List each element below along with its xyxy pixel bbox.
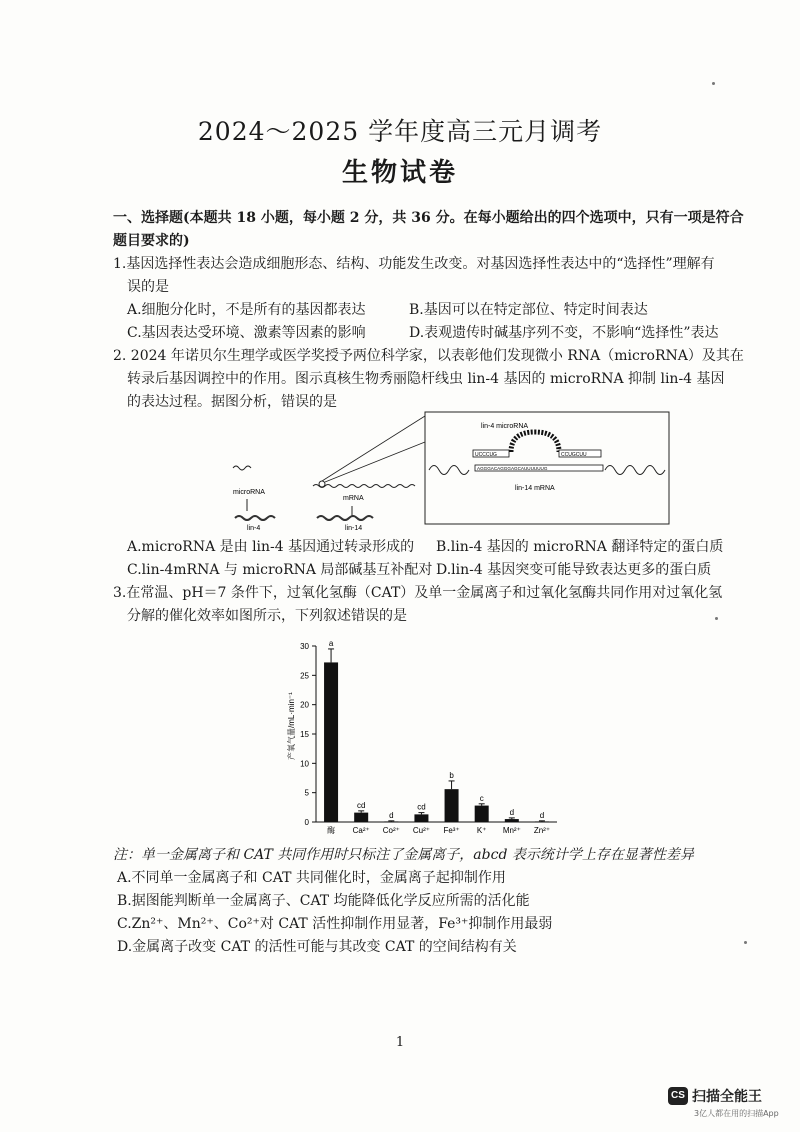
q3-stem: 3.在常温、pH＝7 条件下，过氧化氢酶（CAT）及单一金属离子和过氧化氢酶共同作用对过氧化氢 <box>113 585 723 601</box>
q1-option-a: A.细胞分化时，不是所有的基因都表达 <box>127 302 366 318</box>
q1-stem-cont: 误的是 <box>127 279 169 295</box>
microrna-figure <box>225 410 675 535</box>
q3-option-a: A.不同单一金属离子和 CAT 共同催化时，金属离子起抑制作用 <box>117 870 506 886</box>
y-tick-label: 20 <box>300 700 309 710</box>
page-number: 1 <box>395 1035 405 1050</box>
label-lin14: lin-14 <box>345 525 363 532</box>
lin14-gene-dna <box>317 516 373 520</box>
micro-rna-strand <box>233 466 251 470</box>
mrna-strand <box>313 481 415 488</box>
scanner-watermark <box>668 1086 788 1126</box>
category-label: Zn²⁺ <box>533 826 551 835</box>
category-label: Co²⁺ <box>382 826 400 835</box>
q3-option-d: D.金属离子改变 CAT 的活性可能与其改变 CAT 的空间结构有关 <box>117 939 517 955</box>
label-mrna: mRNA <box>343 495 364 502</box>
scan-speck <box>744 941 747 944</box>
significance-label: a <box>328 638 334 648</box>
category-label: Ca²⁺ <box>352 826 370 835</box>
y-tick-label: 0 <box>304 818 309 827</box>
y-tick-label: 25 <box>300 671 309 681</box>
seq-right: CCUGCUU <box>561 452 587 458</box>
significance-label: c <box>479 793 484 803</box>
category-label: Fe³⁺ <box>443 826 460 835</box>
inset-label-top: lin-4 microRNA <box>481 423 529 430</box>
q3-option-b: B.据图能判断单一金属离子、CAT 均能降低化学反应所需的活化能 <box>117 893 530 909</box>
y-tick-label: 5 <box>304 788 309 798</box>
scanner-logo-icon: CS <box>668 1087 688 1105</box>
bar <box>354 813 368 822</box>
category-label: Cu²⁺ <box>412 826 430 835</box>
scan-speck <box>712 82 715 85</box>
seq-left: UCCCUG <box>475 452 497 458</box>
q2-stem-cont: 转录后基因调控中的作用。图示真核生物秀丽隐杆线虫 lin-4 基因的 microRNA 抑制 lin-4 基因 <box>127 371 725 387</box>
q2-option-b: B.lin-4 基因的 microRNA 翻译特定的蛋白质 <box>436 539 724 555</box>
significance-label: d <box>389 810 394 820</box>
y-tick-label: 15 <box>300 730 309 739</box>
inset-label-bottom: lin-14 mRNA <box>515 485 555 492</box>
lin4-gene-dna <box>235 516 275 520</box>
bar <box>384 821 398 822</box>
bar <box>535 821 549 822</box>
bar <box>505 819 519 822</box>
exam-subject: 生物试卷 <box>341 158 458 188</box>
bar <box>445 789 459 822</box>
q2-option-d: D.lin-4 基因突变可能导致表达更多的蛋白质 <box>436 562 712 578</box>
scan-speck <box>715 617 718 620</box>
significance-label: d <box>509 807 515 817</box>
q2-stem: 2. 2024 年诺贝尔生理学或医学奖授予两位科学家，以表彰他们发现微小 RNA（microRNA）及其在 <box>113 348 744 364</box>
q3-stem-cont: 分解的催化效率如图所示，下列叙述错误的是 <box>127 608 407 624</box>
significance-label: cd <box>417 802 426 812</box>
q1-option-d: D.表观遗传时碱基序列不变，不影响“选择性”表达 <box>409 325 719 341</box>
label-lin4: lin-4 <box>247 525 261 532</box>
y-tick-label: 30 <box>300 642 309 651</box>
scanner-app-slogan: 3亿人都在用的扫描App <box>694 1109 779 1118</box>
bar <box>414 814 428 822</box>
exam-title: 2024～2025 学年度高三元月调考 <box>197 117 603 146</box>
significance-label: cd <box>356 800 366 810</box>
category-label: Mn²⁺ <box>502 826 521 835</box>
section-heading: 一、选择题(本题共 18 小题，每小题 2 分，共 36 分。在每小题给出的四个选项中，只有一项是符合 <box>113 210 744 226</box>
q2-option-a: A.microRNA 是由 lin-4 基因通过转录形成的 <box>127 539 415 555</box>
q2-option-c: C.lin-4mRNA 与 microRNA 局部碱基互补配对 <box>127 562 433 578</box>
q1-stem: 1.基因选择性表达会造成细胞形态、结构、功能发生改变。对基因选择性表达中的“选择性”理解有 <box>113 256 715 272</box>
q3-option-c: C.Zn²⁺、Mn²⁺、Co²⁺对 CAT 活性抑制作用显著，Fe³⁺抑制作用最弱 <box>117 916 553 932</box>
label-microrna: microRNA <box>233 489 265 496</box>
category-label: 酶 <box>327 826 336 835</box>
q1-option-c: C.基因表达受环境、激素等因素的影响 <box>127 325 366 341</box>
q3-note: 注：单一金属离子和 CAT 共同作用时只标注了金属离子，abcd 表示统计学上存在显著性差异 <box>113 847 694 863</box>
inset-box <box>425 412 669 524</box>
catalysis-bar-chart <box>272 630 572 840</box>
scanner-app-name: 扫描全能王 <box>692 1089 762 1105</box>
y-tick-label: 10 <box>300 759 309 769</box>
q2-stem-cont2: 的表达过程。据图分析，错误的是 <box>127 394 337 410</box>
section-heading-cont: 题目要求的) <box>113 233 190 249</box>
y-axis-label: 产氧气量/mL·min⁻¹ <box>287 692 296 760</box>
q1-option-b: B.基因可以在特定部位、特定时间表达 <box>409 302 648 318</box>
category-label: K⁺ <box>476 826 487 835</box>
seq-bottom: AGGGACAGGGAGCAUUUUUUG <box>477 466 548 471</box>
bar <box>475 806 489 822</box>
bar <box>324 662 338 822</box>
significance-label: b <box>449 770 454 780</box>
significance-label: d <box>539 810 545 820</box>
